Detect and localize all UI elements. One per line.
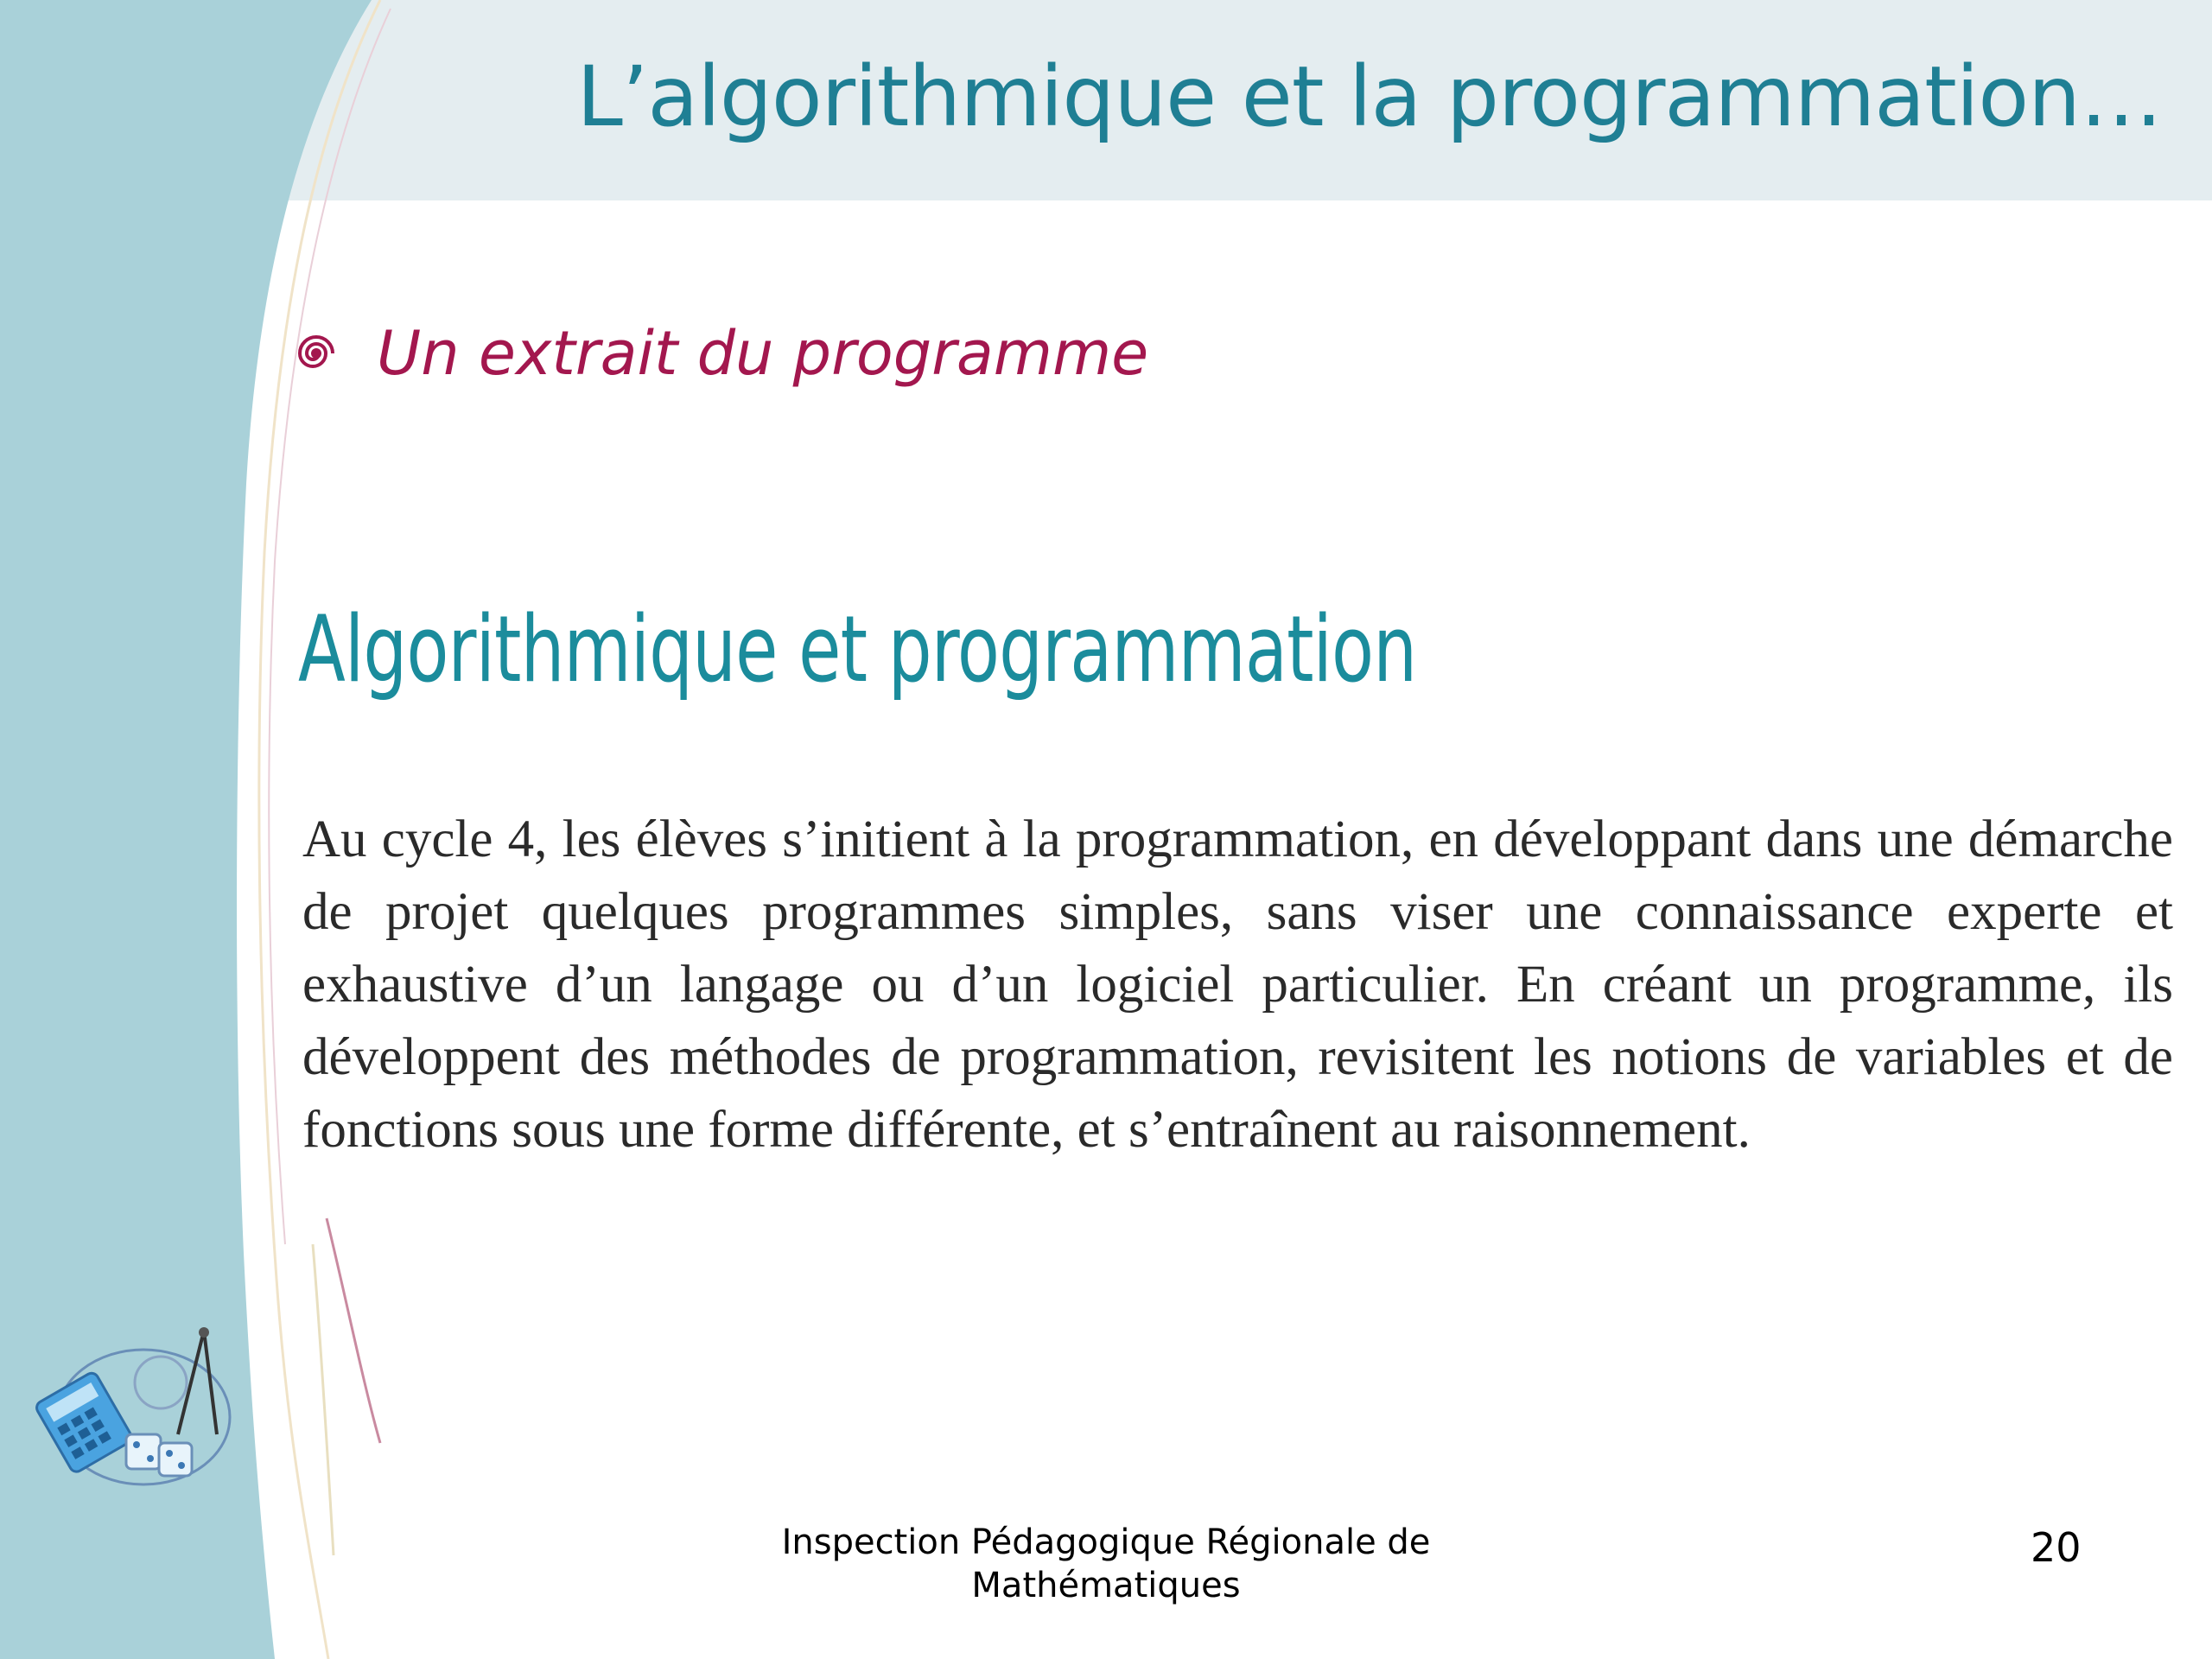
spiral-bullet-icon: [294, 331, 339, 376]
slide-title: L’algorithmique et la programmation…: [576, 48, 2162, 145]
bullet-item: [294, 318, 1148, 389]
math-tools-logo: [31, 1322, 238, 1495]
page-number: 20: [2031, 1524, 2082, 1571]
extract-body: Au cycle 4, les élèves s’initient à la programmation, en développant dans une démarche de projet quelques programmes simples, sans viser une connaissance experte et exhaustive d’un langage ou d’un logiciel particulier. En créant un programme, ils développent des méthodes de programmation, revisitent les notions de variables et de fonctions sous une forme différente, et s’entraînent au raisonnement.: [302, 810, 2173, 1159]
footer-text: Inspection Pédagogique Régionale de Mathématiques: [781, 1522, 1431, 1605]
extract-heading: Algorithmique et programmation: [298, 596, 1417, 702]
bullet-text: Un extrait du programme: [377, 318, 1149, 389]
